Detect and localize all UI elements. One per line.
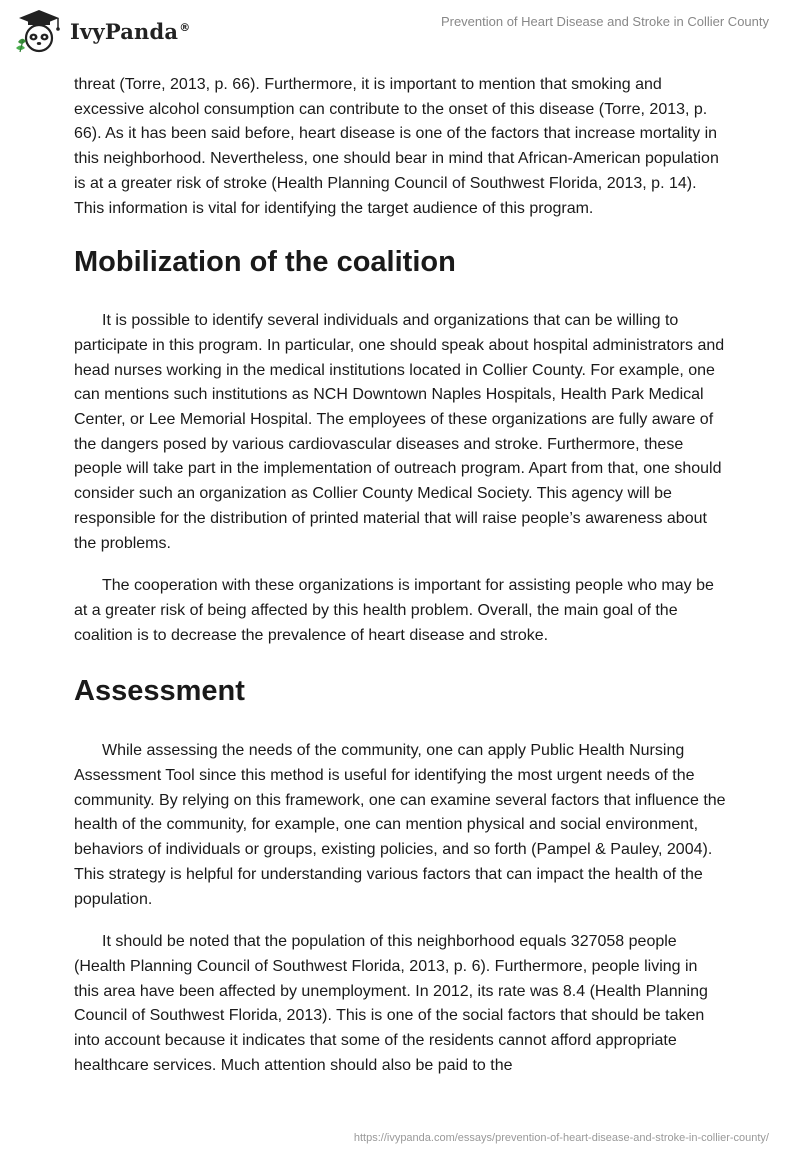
panda-graduate-logo-icon bbox=[14, 8, 64, 54]
section-heading-mobilization: Mobilization of the coalition bbox=[74, 246, 456, 279]
brand-logo[interactable] bbox=[14, 8, 190, 54]
paragraph: While assessing the needs of the community, one can apply Public Health Nursing Assessment Tool since this method is useful for identifying the most urgent needs of the community. By relying on this framework, one can examine several factors that influence the health of the community, for example, one can mention physical and social environment, behaviors of individuals or groups, existing policies, and so forth (Pampel & Pauley, 2004). This strategy is helpful for understanding various factors that can impact the health of the population. bbox=[74, 742, 726, 908]
registered-mark: ® bbox=[179, 20, 191, 34]
section-heading-assessment: Assessment bbox=[74, 675, 245, 708]
document-title: Prevention of Heart Disease and Stroke in Collier County bbox=[440, 14, 769, 29]
paragraph: It should be noted that the population of this neighborhood equals 327058 people (Health Planning Council of Southwest Florida, 2013, p. 6). Furthermore, people living in this area have been affected by unemployment. In 2012, its rate was 8.4 (Health Planning Council of Southwest Florida, 2013). This is one of the social factors that should be taken into account because it indicates that some of the residents cannot afford appropriate healthcare services. Much attention should also be paid to the bbox=[74, 933, 708, 1074]
brand-name: IvyPanda® bbox=[70, 18, 191, 44]
source-url-link[interactable]: https://ivypanda.com/essays/prevention-of-heart-disease-and-stroke-in-collier-county/ bbox=[353, 1132, 769, 1144]
paragraph: The cooperation with these organizations is important for assisting people who may be at a greater risk of being affected by this health problem. Overall, the main goal of the coalition is to decrease the prevalence of heart disease and stroke. bbox=[74, 577, 714, 644]
intro-paragraph: threat (Torre, 2013, p. 66). Furthermore, it is important to mention that smoking and excessive alcohol consumption can contribute to the onset of this disease (Torre, 2013, p. 66). As it has been said before, heart disease is one of the factors that increase mortality in this neighborhood. Nevertheless, one should bear in mind that African-American population is at a greater risk of stroke (Health Planning Council of Southwest Florida, 2013, p. 14). This information is vital for identifying the target audience of this program. bbox=[74, 76, 719, 217]
essay-body bbox=[74, 73, 726, 1079]
paragraph: It is possible to identify several individuals and organizations that can be willing to participate in this program. In particular, one should speak about hospital administrators and head nurses working in the medical institutions located in Collier County. For example, one can mentions such institutions as NCH Downtown Naples Hospitals, Health Park Medical Center, or Lee Memorial Hospital. The employees of these organizations are fully aware of the dangers posed by various cardiovascular diseases and stroke. Furthermore, these people will take part in the implementation of outreach program. Apart from that, one should consider such an organization as Collier County Medical Society. This agency will be responsible for the distribution of printed material that will raise people’s awareness about the problems. bbox=[74, 312, 725, 552]
page-header bbox=[0, 0, 800, 60]
